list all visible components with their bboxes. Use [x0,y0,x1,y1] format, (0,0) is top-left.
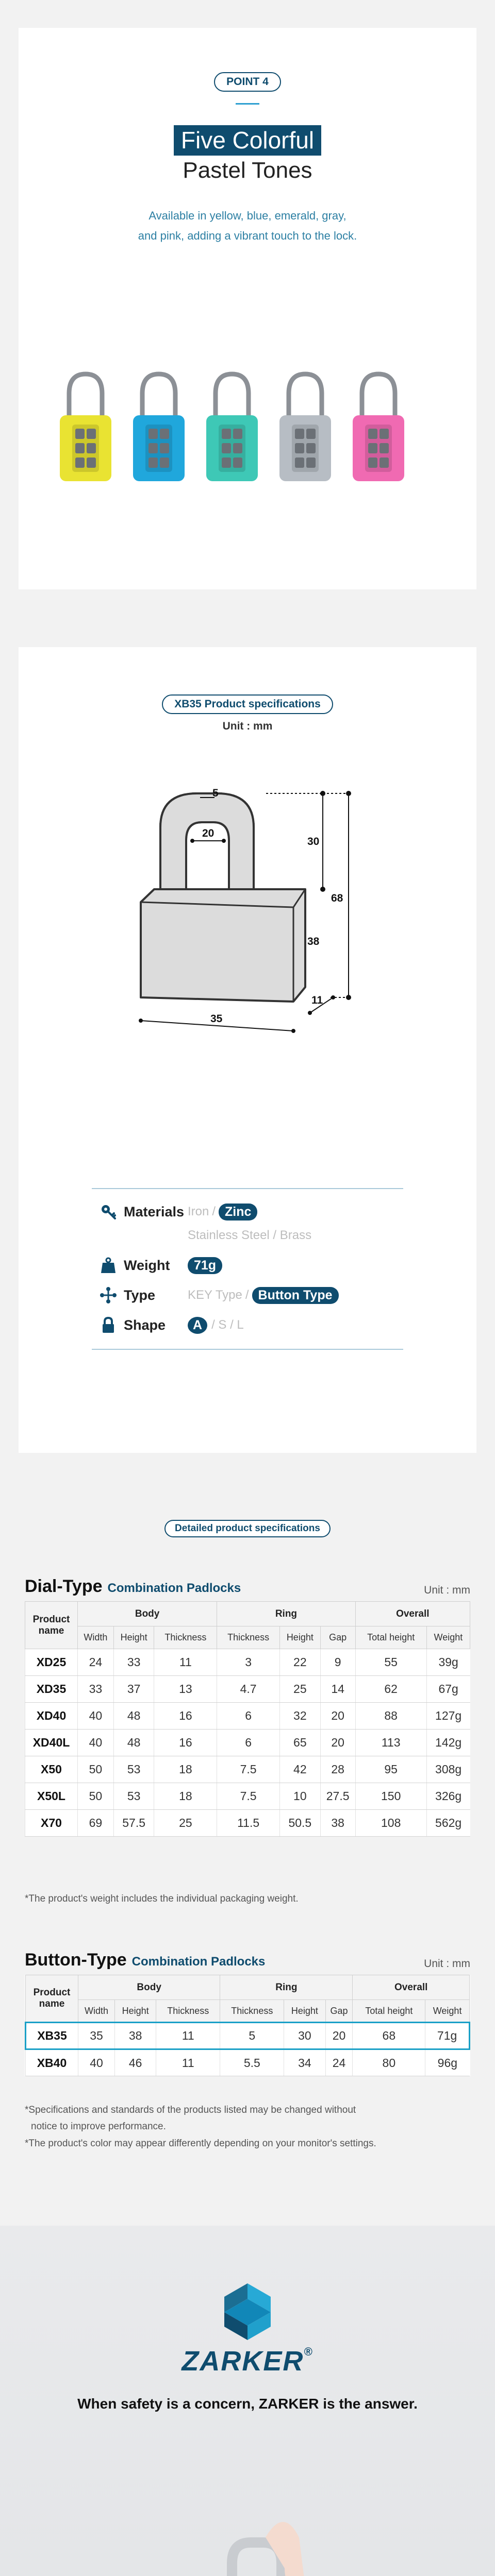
table-cell: 27.5 [320,1783,355,1810]
table-cell: 38 [115,2023,156,2049]
padlock-emerald [206,374,258,481]
table-cell: 7.5 [217,1756,280,1783]
table-cell: 40 [78,1730,114,1756]
table-cell: 127g [426,1703,470,1730]
table-cell: 28 [320,1756,355,1783]
table-cell: 6 [217,1730,280,1756]
col-height: Height [113,1626,154,1649]
table-row [25,1810,470,1837]
type-key: KEY Type [188,1288,242,1302]
table-cell: 11 [154,1649,217,1676]
table-cell: 65 [279,1730,320,1756]
button-note-2: *The product's color may appear differently depending on your monitor's settings. [25,2138,376,2149]
table-cell: 35 [78,2023,115,2049]
table-cell: 80 [353,2049,425,2076]
table-cell: 40 [78,2049,115,2076]
table-cell: 150 [355,1783,426,1810]
product-name-cell: X50L [25,1783,78,1810]
table-cell: 55 [355,1649,426,1676]
type-button: Button Type [252,1287,339,1304]
spec-shape [98,1315,244,1335]
table-cell: 16 [154,1730,217,1756]
table-row [26,2049,470,2076]
materials-iron: Iron [188,1205,209,1218]
col-total-height: Total height [355,1626,426,1649]
dim-shackle-height: 30 [307,836,320,848]
table-cell: 20 [320,1730,355,1756]
table-cell: 50.5 [279,1810,320,1837]
shape-a: A [188,1317,207,1334]
col-gap: Gap [325,2000,353,2023]
section-desc-line1: Available in yellow, blue, emerald, gray, [148,209,346,223]
product-name-cell: XB40 [26,2049,78,2076]
button-note-1b: notice to improve performance. [31,2121,166,2132]
table-cell: 39g [426,1649,470,1676]
table-cell: 25 [279,1676,320,1703]
section-desc-line2: and pink, adding a vibrant touch to the lock. [138,229,357,242]
hands-holding-padlock-photo [93,2506,402,2576]
product-name-cell: XB35 [26,2023,78,2049]
accent-divider [236,103,259,105]
table-cell: 11 [156,2023,220,2049]
table-cell: 37 [113,1676,154,1703]
table-cell: 20 [320,1703,355,1730]
table-cell: 18 [154,1783,217,1810]
padlock-dimension-drawing [19,740,476,1100]
table-cell: 30 [284,2023,325,2049]
type-icon [98,1285,119,1306]
table-cell: 4.7 [217,1676,280,1703]
col-ring: Ring [220,1975,353,2000]
table-cell: 88 [355,1703,426,1730]
table-cell: 53 [113,1756,154,1783]
col-width: Width [78,2000,115,2023]
table-cell: 18 [154,1756,217,1783]
section-title: Pastel Tones [183,158,312,183]
table-cell: 50 [78,1756,114,1783]
table-cell: 10 [279,1783,320,1810]
padlock-pink [353,374,404,481]
table-cell: 46 [115,2049,156,2076]
table-cell: 108 [355,1810,426,1837]
table-row [26,2023,470,2049]
col-overall: Overall [353,1975,470,2000]
table-cell: 11.5 [217,1810,280,1837]
padlock-icon [98,1315,119,1335]
table-row [25,1676,470,1703]
col-ring-thickness: Thickness [217,1626,280,1649]
padlock-color-lineup [19,368,476,522]
point-badge: POINT 4 [214,72,281,92]
col-ring: Ring [217,1602,355,1626]
col-total-height: Total height [353,2000,425,2023]
registered-mark: ® [304,2345,314,2358]
col-product-name: Product name [26,1975,78,2023]
spec-section [19,647,476,1453]
button-unit: Unit : mm [424,1958,470,1970]
col-ring-height: Height [284,2000,325,2023]
spec-type: Type KEY Type / Button Type [98,1285,339,1306]
table-cell: 48 [113,1703,154,1730]
weight-label: Weight [124,1257,170,1273]
col-body: Body [78,1602,217,1626]
brand-name: ZARKER® [182,2345,314,2377]
weight-value: 71g [188,1257,222,1274]
table-row [25,1730,470,1756]
table-cell: 32 [279,1703,320,1730]
table-cell: 113 [355,1730,426,1756]
materials-zinc: Zinc [219,1204,257,1221]
button-title: Button-Type Combination Padlocks [25,1950,266,1970]
product-name-cell: X50 [25,1756,78,1783]
table-cell: 562g [426,1810,470,1837]
table-cell: 68 [353,2023,425,2049]
table-cell: 67g [426,1676,470,1703]
col-width: Width [78,1626,114,1649]
table-cell: 14 [320,1676,355,1703]
dial-unit: Unit : mm [424,1584,470,1596]
button-notes [25,2102,376,2152]
spec-divider-bottom [92,1349,403,1350]
table-cell: 24 [325,2049,353,2076]
table-row [25,1756,470,1783]
padlock-gray [279,374,331,481]
brand-section [0,2226,495,2576]
shape-label: Shape [124,1317,166,1333]
table-cell: 7.5 [217,1783,280,1810]
table-cell: 95 [355,1756,426,1783]
col-gap: Gap [320,1626,355,1649]
dim-total-height: 68 [331,892,343,904]
col-product-name: Product name [25,1602,78,1649]
col-thickness: Thickness [156,2000,220,2023]
product-name-cell: XD35 [25,1676,78,1703]
dim-body-height: 38 [307,936,320,947]
product-name-cell: XD40 [25,1703,78,1730]
table-cell: 34 [284,2049,325,2076]
materials-label: Materials [124,1204,185,1219]
table-cell: 96g [425,2049,470,2076]
padlock-blue [133,374,185,481]
shape-others: / S / L [211,1318,244,1332]
table-cell: 48 [113,1730,154,1756]
button-spec-table [25,1975,470,2076]
table-row [25,1783,470,1810]
col-weight: Weight [425,2000,470,2023]
table-cell: 40 [78,1703,114,1730]
table-cell: 5 [220,2023,284,2049]
button-note-1: *Specifications and standards of the products listed may be changed without [25,2105,356,2115]
table-cell: 9 [320,1649,355,1676]
table-cell: 22 [279,1649,320,1676]
table-cell: 3 [217,1649,280,1676]
dial-subtitle: Combination Padlocks [107,1581,241,1595]
section-title-highlight: Five Colorful [174,125,321,156]
type-label: Type [124,1287,156,1303]
table-row [25,1649,470,1676]
spec-badge: XB35 Product specifications [162,694,333,714]
table-cell: 142g [426,1730,470,1756]
col-ring-height: Height [279,1626,320,1649]
table-cell: 24 [78,1649,114,1676]
table-cell: 53 [113,1783,154,1810]
col-body: Body [78,1975,220,2000]
table-cell: 33 [78,1676,114,1703]
table-cell: 6 [217,1703,280,1730]
table-cell: 20 [325,2023,353,2049]
table-cell: 57.5 [113,1810,154,1837]
table-cell: 11 [156,2049,220,2076]
table-cell: 42 [279,1756,320,1783]
dim-shackle-width: 20 [202,827,214,839]
col-weight: Weight [426,1626,470,1649]
col-overall: Overall [355,1602,470,1626]
table-cell: 38 [320,1810,355,1837]
table-cell: 33 [113,1649,154,1676]
table-cell: 5.5 [220,2049,284,2076]
col-ring-thickness: Thickness [220,2000,284,2023]
dial-spec-table [25,1601,470,1837]
table-row [25,1703,470,1730]
table-cell: 25 [154,1810,217,1837]
key-icon [98,1201,119,1222]
weight-icon [98,1255,119,1276]
dim-body-thickness: 11 [311,994,323,1006]
dim-body-width: 35 [210,1013,223,1025]
spec-unit: Unit : mm [222,720,273,732]
brand-tagline: When safety is a concern, ZARKER is the answer. [77,2396,418,2412]
col-thickness: Thickness [154,1626,217,1649]
table-cell: 13 [154,1676,217,1703]
table-cell: 62 [355,1676,426,1703]
table-cell: 71g [425,2023,470,2049]
dial-note: *The product's weight includes the individual packaging weight. [25,1893,299,1904]
zarker-logo-mark [224,2283,271,2340]
table-cell: 69 [78,1810,114,1837]
table-cell: 308g [426,1756,470,1783]
product-name-cell: XD40L [25,1730,78,1756]
materials-steel: Stainless Steel / Brass [188,1228,312,1242]
product-name-cell: X70 [25,1810,78,1837]
table-cell: 326g [426,1783,470,1810]
table-cell: 16 [154,1703,217,1730]
spec-materials: Materials Iron / Zinc [98,1201,257,1222]
col-height: Height [115,2000,156,2023]
spec-divider-top [92,1188,403,1189]
detail-section [0,1484,495,2195]
button-subtitle: Combination Padlocks [131,1955,266,1969]
dim-shackle-thickness: 5 [212,787,219,799]
colors-section [19,28,476,589]
detail-badge: Detailed product specifications [164,1520,331,1537]
dial-title: Dial-Type Combination Padlocks [25,1577,241,1596]
spec-weight [98,1255,222,1276]
padlock-yellow [60,374,111,481]
table-cell: 50 [78,1783,114,1810]
product-name-cell: XD25 [25,1649,78,1676]
